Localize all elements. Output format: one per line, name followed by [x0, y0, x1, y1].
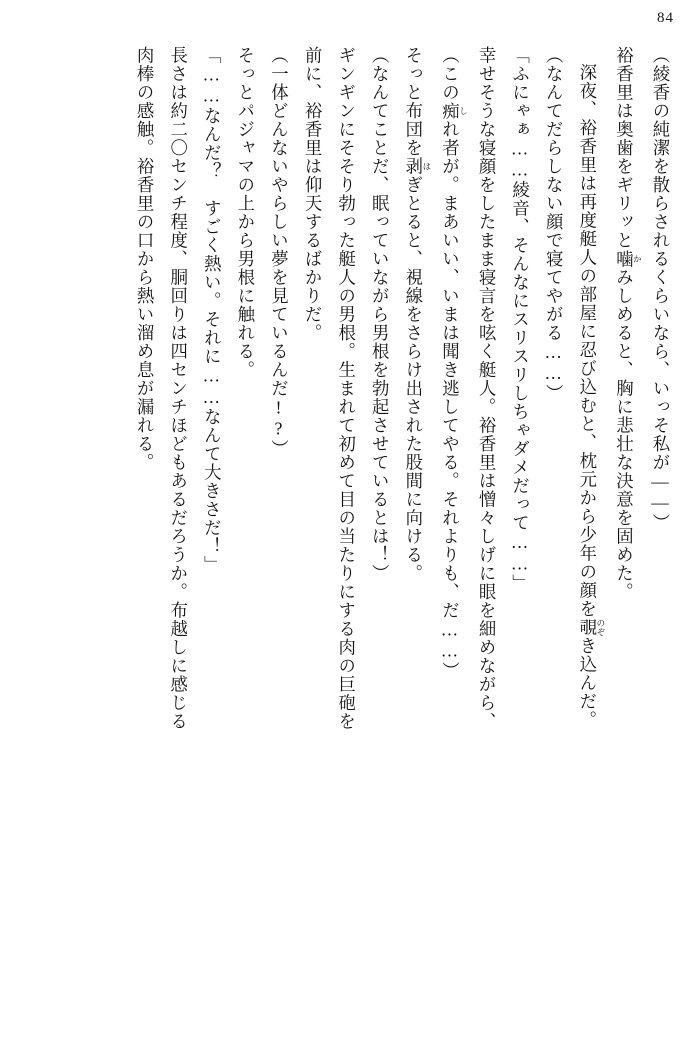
paragraph-15: 長さは約二〇センチ程度、胴回りは四センチほどもあるだろうか。布越しに感じる	[167, 46, 188, 731]
paragraph-6: 幸せそうな寝顔をしたまま寝言を呟く艇人。裕香里は憎々しげに眼を細めながら、	[476, 46, 497, 731]
paragraph-1: （綾香の純潔を散らされるくらいなら、いっそ私が——）	[650, 46, 670, 533]
ruby-annotation: 剥 は	[402, 157, 432, 176]
paragraph-7: （この痴 しれ者が。まあいい、いまは聞き逃してやる。それよりも、だ……）	[439, 46, 469, 681]
paragraph-3: 深夜、裕香里は再度艇人の部屋に忍び込むと、枕元から少年の顔を覗 のぞき込んだ。	[576, 63, 606, 730]
paragraph-5: 「ふにゃぁ……綾音、そんなにスリスリしちゃダメだって……」	[509, 46, 530, 593]
paragraph-10: ギンギンにそそり勃った艇人の男根。生まれて初めて目の当たりにする肉の巨砲を	[335, 46, 356, 731]
ruby-annotation: 痴 し	[439, 101, 469, 120]
paragraph-4: （なんてだらしない顔で寝てやがる……）	[543, 46, 564, 403]
paragraph-13: そっとパジャマの上から男根に触れる。	[234, 46, 255, 379]
page-number: 84	[657, 10, 674, 26]
ruby-annotation: 覗 のぞ	[576, 618, 606, 637]
ruby-annotation: 噛 か	[613, 249, 643, 268]
paragraph-9: （なんてことだ、眠っていながら男根を勃起させているとは！）	[369, 46, 390, 583]
paragraph-16: 肉棒の感触。裕香里の口から熱い溜め息が漏れる。	[134, 46, 155, 472]
paragraph-11: 前に、裕香里は仰天するばかりだ。	[302, 46, 323, 342]
page-text-body	[24, 46, 676, 1024]
paragraph-8: そっと布団を剥 はぎとると、視線をさらけ出された股間に向ける。	[402, 46, 432, 583]
paragraph-14: 「……なんだ？ すごく熱い。それに……なんて大きさだ！」	[201, 46, 222, 575]
paragraph-2: 裕香里は奥歯をギリッと噛 かみしめると、胸に悲壮な決意を固めた。	[613, 46, 643, 601]
paragraph-12: （一体どんないやらしい夢を見ているんだ!?）	[268, 46, 289, 459]
